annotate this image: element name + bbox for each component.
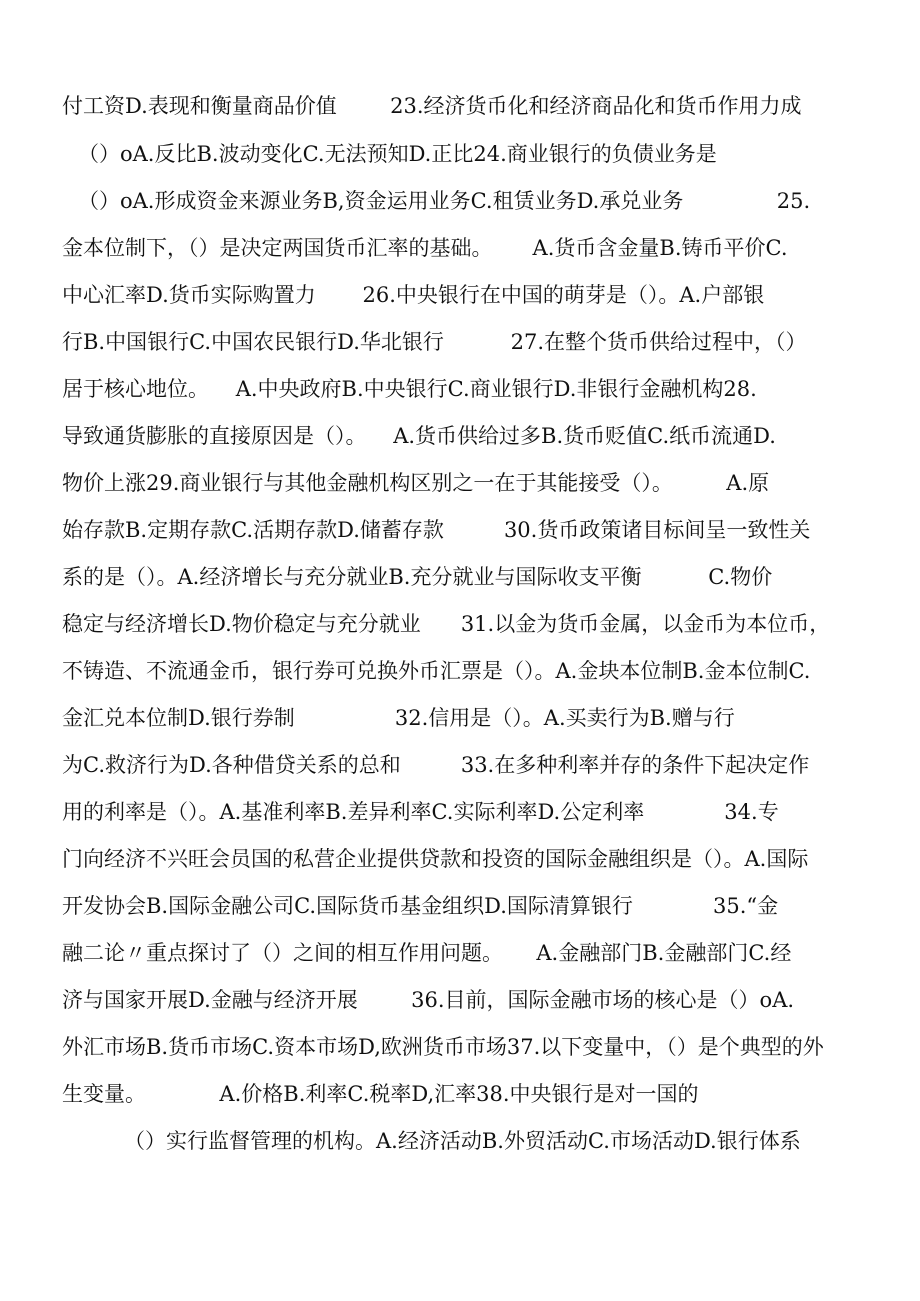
text-line-8: 导致通货膨胀的直接原因是（）。 A.货币供给过多B.货币贬值C.纸币流通D. bbox=[62, 424, 776, 448]
text-line-2: （）oA.反比B.波动变化C.无法预知D.正比24.商业银行的负债业务是 bbox=[78, 142, 717, 166]
text-line-22: 生变量。 A.价格B.利率C.税率D,汇率38.中央银行是对一国的 bbox=[62, 1082, 699, 1106]
text-line-16: 用的利率是（）。A.基准利率B.差异利率C.实际利率D.公定利率 34.专 bbox=[62, 800, 779, 824]
text-line-1: 付工资D.表现和衡量商品价值 23.经济货币化和经济商品化和货币作用力成 bbox=[62, 94, 802, 118]
text-line-23: （）实行监督管理的机构。A.经济活动B.外贸活动C.市场活动D.银行体系 bbox=[124, 1129, 801, 1153]
text-line-4: 金本位制下，（）是决定两国货币汇率的基础。 A.货币含金量B.铸币平价C. bbox=[62, 236, 788, 260]
text-line-12: 稳定与经济增长D.物价稳定与充分就业 31.以金为货币金属，以金币为本位币， bbox=[62, 612, 831, 636]
text-line-19: 融二论〃重点探讨了（）之间的相互作用问题。 A.金融部门B.金融部门C.经 bbox=[62, 941, 792, 965]
text-line-21: 外汇市场B.货币市场C.资本市场D,欧洲货币市场37.以下变量中，（）是个典型的外 bbox=[62, 1035, 824, 1059]
text-line-18: 开发协会B.国际金融公司C.国际货币基金组织D.国际清算银行 35.“金 bbox=[62, 894, 779, 918]
text-line-20: 济与国家开展D.金融与经济开展 36.目前，国际金融市场的核心是（）oA. bbox=[62, 988, 795, 1012]
text-line-3: （）oA.形成资金来源业务B,资金运用业务C.租赁业务D.承兑业务 25. bbox=[78, 189, 811, 213]
text-line-10: 始存款B.定期存款C.活期存款D.储蓄存款 30.货币政策诸目标间呈一致性关 bbox=[62, 518, 811, 542]
text-line-13: 不铸造、不流通金币，银行券可兑换外币汇票是（）。A.金块本位制B.金本位制C. bbox=[62, 659, 811, 683]
text-line-11: 系的是（）。A.经济增长与充分就业B.充分就业与国际收支平衡 C.物价 bbox=[62, 565, 773, 589]
text-line-14: 金汇兑本位制D.银行券制 32.信用是（）。A.买卖行为B.赠与行 bbox=[62, 706, 735, 730]
text-line-6: 行B.中国银行C.中国农民银行D.华北银行 27.在整个货币供给过程中，（） bbox=[62, 330, 807, 354]
text-line-9: 物价上涨29.商业银行与其他金融机构区别之一在于其能接受（）。 A.原 bbox=[62, 471, 770, 495]
text-line-5: 中心汇率D.货币实际购置力 26.中央银行在中国的萌芽是（）。A.户部银 bbox=[62, 283, 765, 307]
text-line-7: 居于核心地位。 A.中央政府B.中央银行C.商业银行D.非银行金融机构28. bbox=[62, 377, 757, 401]
text-line-15: 为C.救济行为D.各种借贷关系的总和 33.在多种利率并存的条件下起决定作 bbox=[62, 753, 810, 777]
text-line-17: 门向经济不兴旺会员国的私营企业提供贷款和投资的国际金融组织是（）。A.国际 bbox=[62, 847, 809, 871]
